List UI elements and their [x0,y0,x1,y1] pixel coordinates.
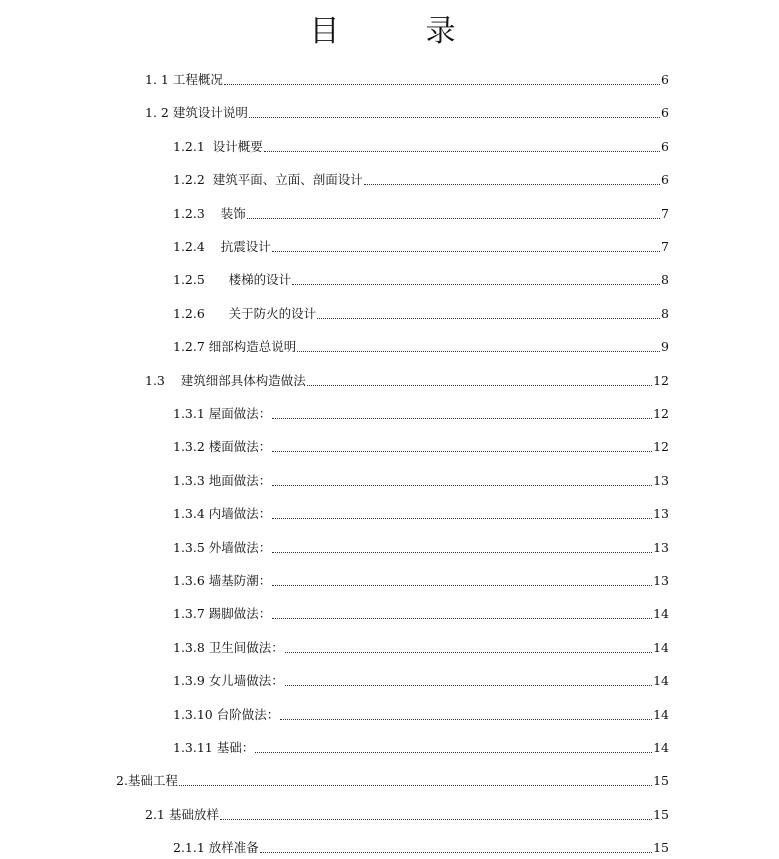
toc-entry-page-number: 15 [653,806,669,822]
dot-leader [272,552,652,553]
toc-entry[interactable] [173,671,669,691]
toc-entry-label: 1.3.3 地面做法： [173,472,272,488]
toc-entry-label: 1.2.1 设计概要 [173,138,263,154]
toc-entry[interactable] [173,604,669,624]
dot-leader [179,785,652,786]
toc-entry[interactable] [145,805,669,825]
toc-entry[interactable] [173,538,669,558]
dot-leader [264,151,660,152]
toc-entry-label: 1.2.7 细部构造总说明 [173,339,297,355]
toc-entry[interactable] [173,170,669,190]
dot-leader [307,385,652,386]
toc-entry-page-number: 12 [653,406,669,421]
toc-entry-page-number: 12 [653,372,669,388]
toc-entry-page-number: 8 [661,272,669,288]
toc-entry-page-number: 6 [661,172,669,188]
dot-leader [285,685,652,686]
toc-entry[interactable] [145,70,669,90]
toc-entry-label: 1.2.5 楼梯的设计 [173,272,292,288]
toc-entry-label: 1.3.4 内墙做法： [173,506,272,522]
dot-leader [292,284,660,285]
dot-leader [272,618,652,619]
toc-entry-label: 1.3.6 墙基防潮： [173,573,272,588]
toc-entry[interactable] [173,270,669,290]
dot-leader [317,318,660,319]
toc-entry-label: 1.3.1 屋面做法： [173,406,272,421]
toc-entry[interactable] [173,204,669,224]
dot-leader [272,251,660,252]
dot-leader [272,451,652,452]
toc-entry-page-number: 14 [653,673,669,689]
toc-entry[interactable] [173,404,669,424]
toc-entry[interactable] [173,437,669,457]
toc-entry[interactable] [173,571,669,591]
toc-entry-label: 1.3.2 楼面做法： [173,439,272,455]
toc-entry-page-number: 14 [653,639,669,655]
dot-leader [272,485,652,486]
toc-entry-label: 1.3.5 外墙做法： [173,539,272,555]
toc-entry-label: 1.2.3 装饰 [173,205,246,221]
toc-entry-page-number: 6 [661,72,669,87]
toc-entry[interactable] [116,771,669,791]
toc-entry-label: 1.3 建筑细部具体构造做法 [145,372,306,388]
toc-entry-label: 1.2.2 建筑平面、立面、剖面设计 [173,172,363,188]
toc-entry[interactable] [173,237,669,257]
toc-entry-page-number: 12 [653,439,669,455]
toc-entry[interactable] [173,838,669,858]
page-title: 目 录 [309,14,484,49]
dot-leader [224,84,660,85]
toc-entry[interactable] [145,371,669,391]
dot-leader [285,652,652,653]
toc-entry[interactable] [145,103,669,123]
dot-leader [272,585,652,586]
toc-entry-page-number: 13 [653,506,669,522]
toc-entry-page-number: 14 [653,706,669,722]
toc-entry-label: 1. 1 工程概况 [145,72,223,87]
toc-entry-label: 1. 2 建筑设计说明 [145,105,248,121]
toc-entry-label: 1.2.6 关于防火的设计 [173,305,317,321]
dot-leader [272,518,652,519]
toc-entry-label: 1.3.8 卫生间做法： [173,639,284,655]
toc-entry-page-number: 14 [653,606,669,622]
dot-leader [272,418,652,419]
toc-entry-label: 2.1.1 放样准备 [173,840,259,856]
toc-entry-page-number: 9 [661,339,669,355]
toc-entry-page-number: 13 [653,472,669,488]
toc-entry[interactable] [173,304,669,324]
toc-entry-page-number: 8 [661,305,669,321]
toc-entry-label: 1.3.7 踢脚做法： [173,606,272,622]
dot-leader [280,719,652,720]
toc-entry-page-number: 6 [661,105,669,121]
toc-entry-page-number: 7 [661,239,669,254]
toc-entry-page-number: 13 [653,573,669,588]
toc-entry[interactable] [173,738,669,758]
dot-leader [260,852,652,853]
toc-entry[interactable] [173,705,669,725]
toc-entry-page-number: 13 [653,539,669,555]
toc-entry-label: 2.1 基础放样 [145,806,219,822]
toc-entry-label: 1.3.9 女儿墙做法： [173,673,284,689]
toc-entry[interactable] [173,504,669,524]
toc-entry-page-number: 15 [653,773,669,789]
toc-entry[interactable] [173,638,669,658]
dot-leader [249,117,660,118]
toc-entry-page-number: 15 [653,840,669,856]
toc-entry-label: 1.2.4 抗震设计 [173,239,271,254]
dot-leader [255,752,652,753]
toc-entry-label: 1.3.10 台阶做法： [173,706,280,722]
dot-leader [297,351,660,352]
dot-leader [220,819,652,820]
dot-leader [247,218,660,219]
toc-entry-page-number: 6 [661,138,669,154]
toc-entry-page-number: 14 [653,740,669,755]
toc-entry-label: 2.基础工程 [116,773,178,789]
toc-entry-label: 1.3.11 基础： [173,740,255,755]
toc-entry[interactable] [173,337,669,357]
toc-entry-page-number: 7 [661,205,669,221]
toc-entry[interactable] [173,137,669,157]
dot-leader [364,184,660,185]
toc-entry[interactable] [173,471,669,491]
